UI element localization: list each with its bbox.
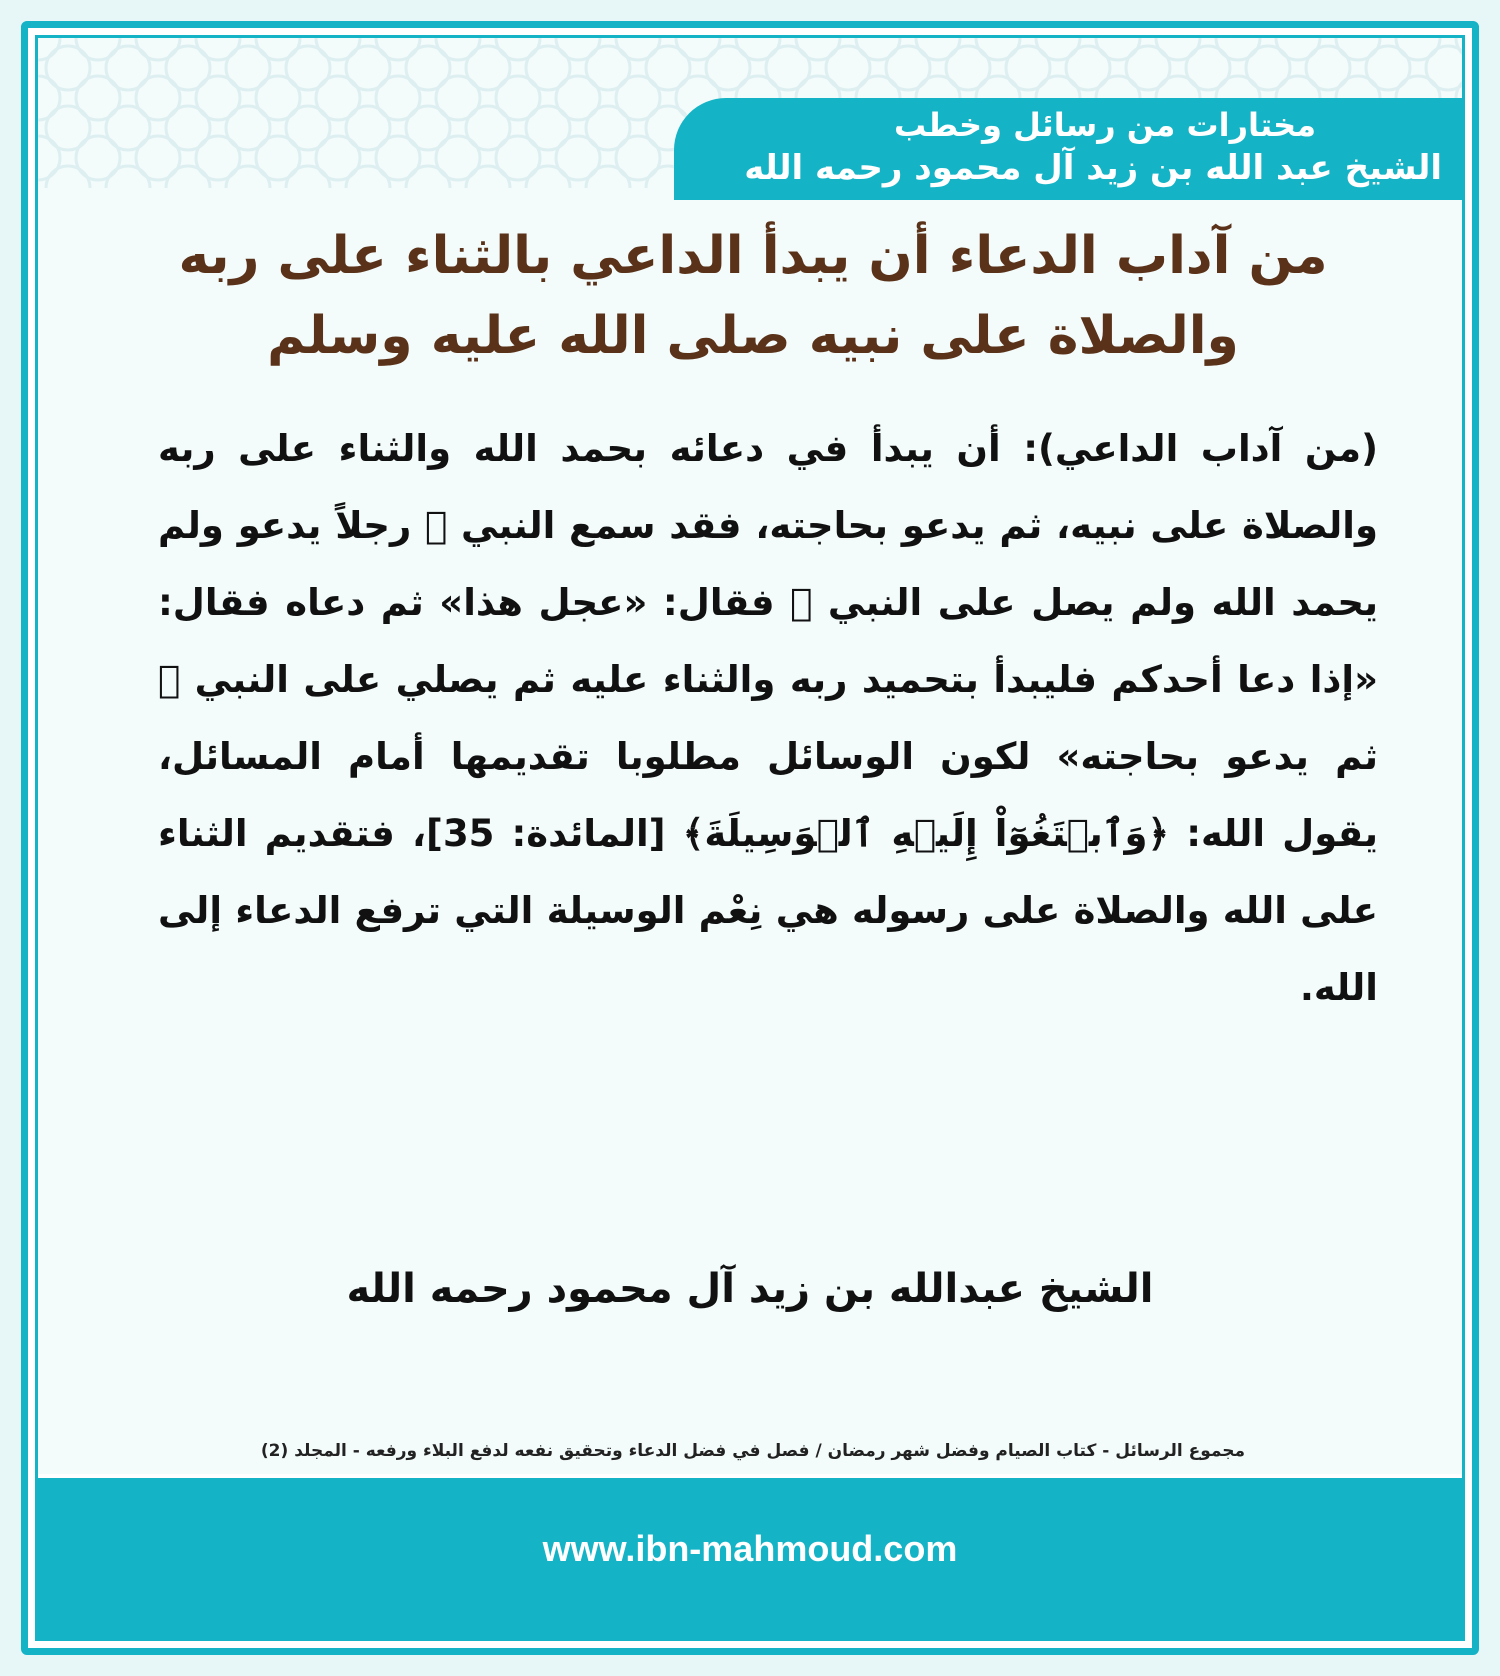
signature: الشيخ عبدالله بن زيد آل محمود رحمه الله xyxy=(346,1266,1154,1312)
source-citation: مجموع الرسائل - كتاب الصيام وفضل شهر رمضان / فصل في فضل الدعاء وتحقيق نفعه لدفع البلاء ورفعه - المجلد (2) xyxy=(260,1441,1246,1461)
header-banner xyxy=(674,98,1462,200)
page-title-line1: من آداب الدعاء أن يبدأ الداعي بالثناء على ربه xyxy=(178,226,1328,286)
header-subtitle: مختارات من رسائل وخطب xyxy=(893,106,1316,144)
page-title-line2: والصلاة على نبيه صلى الله عليه وسلم xyxy=(267,306,1239,366)
website-link[interactable]: www.ibn-mahmoud.com xyxy=(542,1528,958,1569)
body-paragraph: (من آداب الداعي): أن يبدأ في دعائه بحمد الله والثناء على ربه والصلاة على نبيه، ثم يدعو بحاجته، فقد سمع النبي ﷺ رجلاً يدعو ولم يحمد الله ولم يصل على النبي ﷺ فقال: «عجل هذا» ثم دعاه فقال: «إذا دعا أحدكم فليبدأ بتحميد ربه والثناء عليه ثم يصلي على النبي ﷺ ثم يدعو بحاجته» لكون الوسائل مطلوبا تقديمها أمام المسائل، يقول الله: ﴿وَٱبۡتَغُوٓاْ إِلَيۡهِ ٱلۡوَسِيلَةَ﴾ [المائدة: 35]، فتقديم الثناء على الله والصلاة على رسوله هي نِعْم الوسيلة التي ترفع الدعاء إلى الله. xyxy=(158,427,1378,1009)
footer-bar xyxy=(38,1474,1462,1638)
header-author: الشيخ عبد الله بن زيد آل محمود رحمه الله xyxy=(744,148,1442,188)
card xyxy=(35,35,1465,1641)
